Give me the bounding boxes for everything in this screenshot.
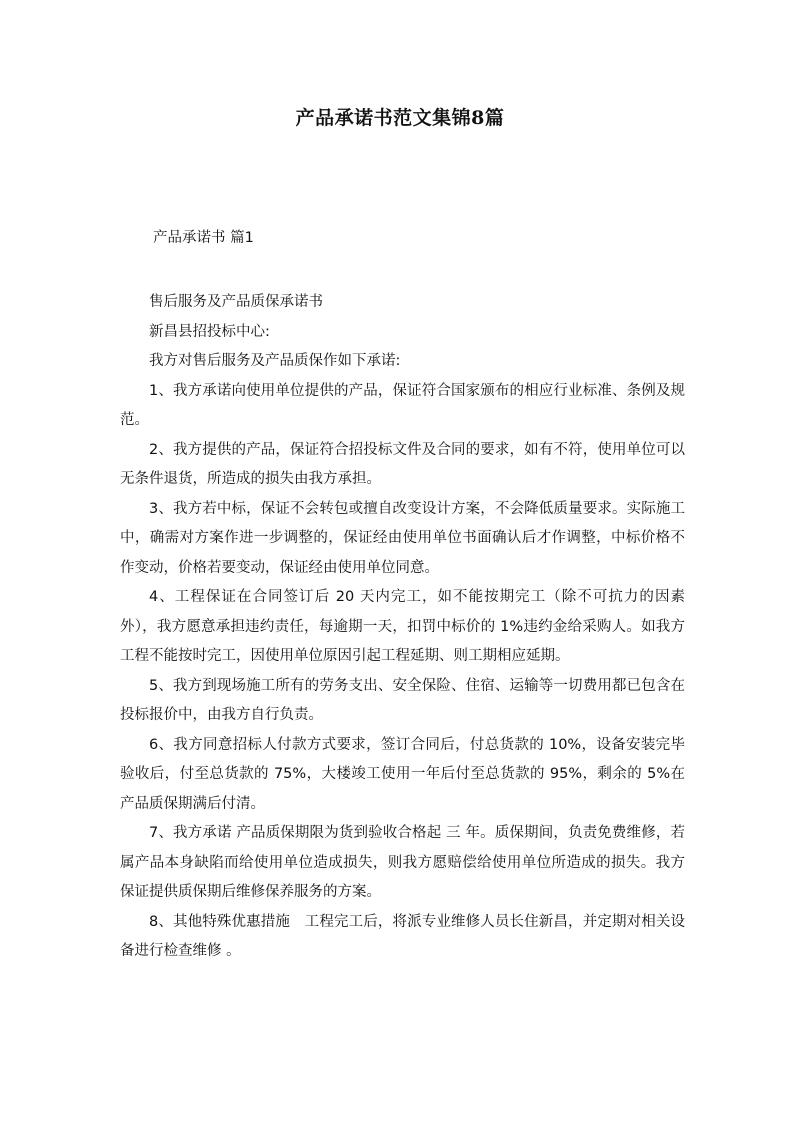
paragraph-item-3: 3、我方若中标，保证不会转包或擅自改变设计方案，不会降低质量要求。实际施工中，确需对方案作进一步调整的，保证经由使用单位书面确认后才作调整，中标价格不作变动，价格若要变动，保证经由使用单位同意。: [120, 500, 685, 576]
page-title: 产品承诺书范文集锦8篇: [295, 107, 505, 129]
paragraph-addressee: 新昌县招投标中心:: [149, 323, 270, 340]
paragraph-item-6: 6、我方同意招标人付款方式要求，签订合同后，付总货款的 10%，设备安装完毕验收后，付至总货款的 75%，大楼竣工使用一年后付至总货款的 95%，剩余的 5%在产品质保期满后付清。: [120, 736, 685, 812]
paragraph-item-8: 8、其他特殊优惠措施 工程完工后，将派专业维修人员长住新昌，并定期对相关设备进行检查维修 。: [120, 913, 685, 959]
section-heading: 产品承诺书 篇1: [153, 230, 254, 246]
document-body: [120, 288, 685, 967]
paragraph-item-1: 1、我方承诺向使用单位提供的产品，保证符合国家颁布的相应行业标准、条例及规范。: [120, 382, 685, 428]
paragraph-item-7: 7、我方承诺 产品质保期限为货到验收合格起 三 年。质保期间，负责免费维修，若属产品本身缺陷而给使用单位造成损失，则我方愿赔偿给使用单位所造成的损失。我方保证提供质保期后维修保养服务的方案。: [120, 825, 685, 900]
paragraph-item-4: 4、工程保证在合同签订后 20 天内完工，如不能按期完工（除不可抗力的因素外），我方愿意承担违约责任，每逾期一天，扣罚中标价的 1%违约金给采购人。如我方工程不能按时完工，因使用单位原因引起工程延期、则工期相应延期。: [120, 589, 685, 664]
paragraph-item-2: 2、我方提供的产品，保证符合招投标文件及合同的要求，如有不符，使用单位可以无条件退货，所造成的损失由我方承担。: [120, 441, 685, 487]
paragraph-item-5: 5、我方到现场施工所有的劳务支出、安全保险、住宿、运输等一切费用都已包含在投标报价中，由我方自行负责。: [120, 677, 685, 723]
paragraph-subtitle: 售后服务及产品质保承诺书: [149, 294, 323, 310]
paragraph-intro: 我方对售后服务及产品质保作如下承诺:: [149, 353, 401, 369]
